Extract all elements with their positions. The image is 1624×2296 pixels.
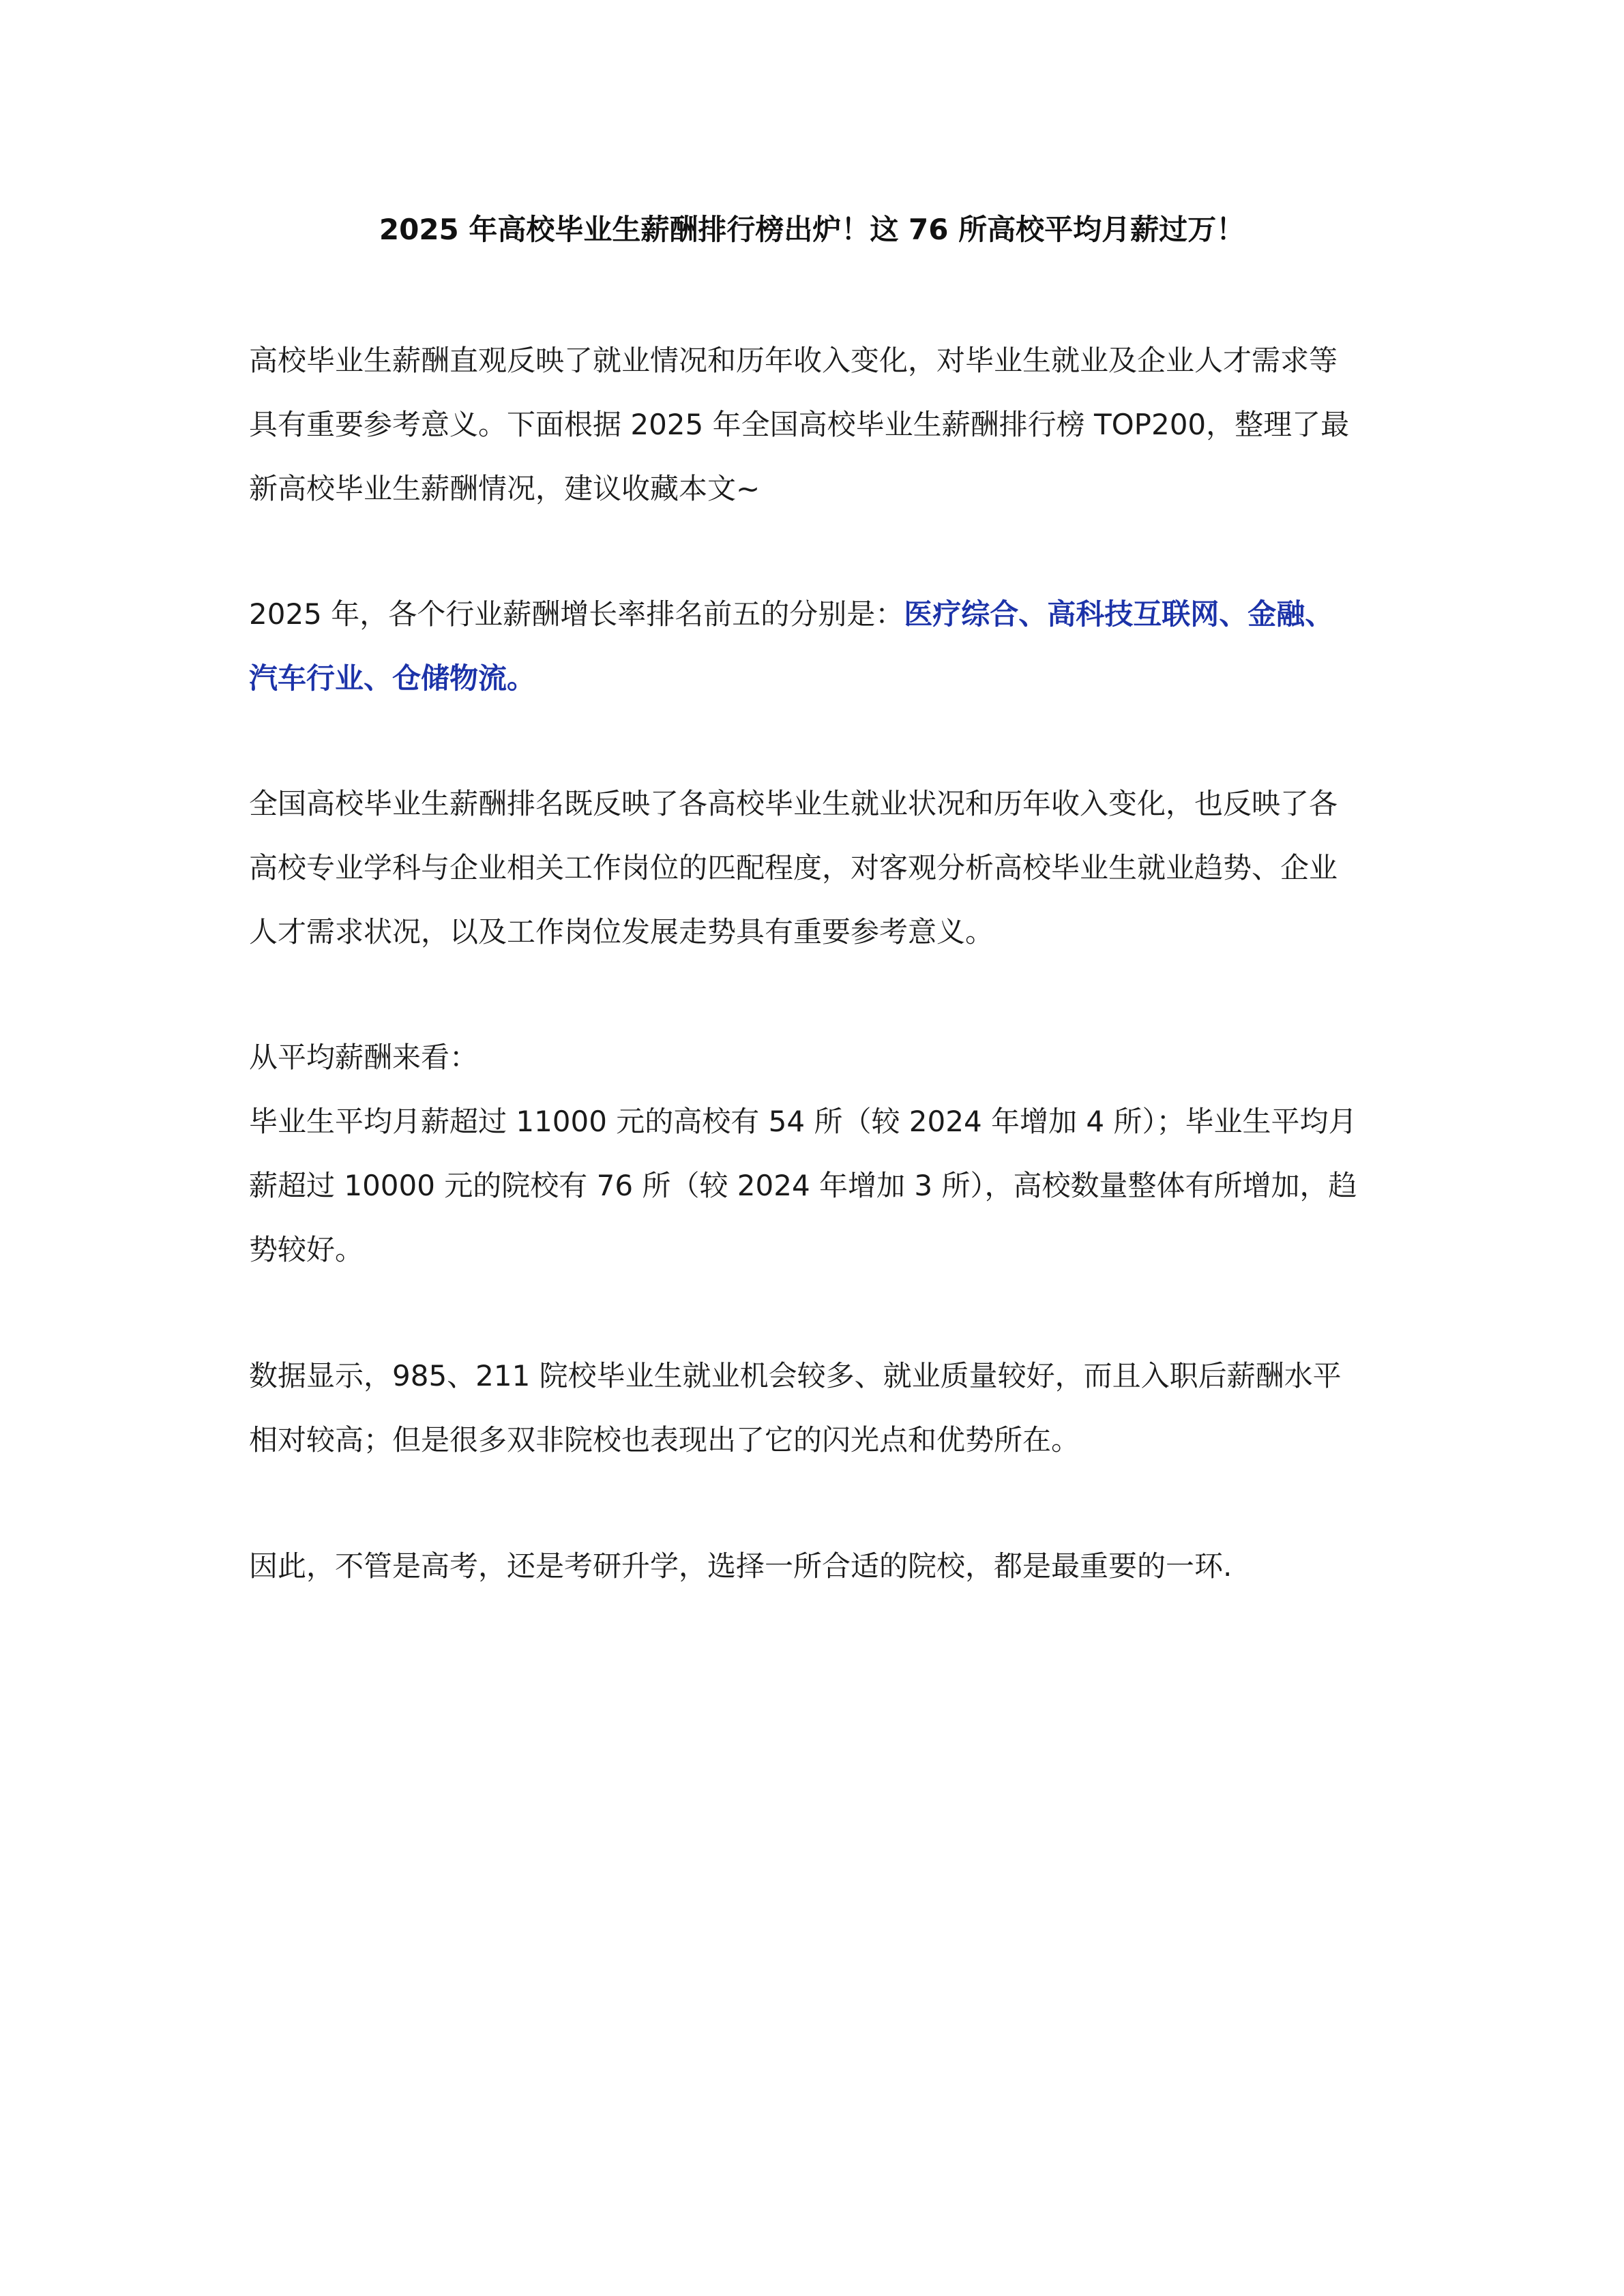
paragraph-line: 高校专业学科与企业相关工作岗位的匹配程度，对客观分析高校毕业生就业趋势、企业 <box>249 851 1338 884</box>
document-title: 2025 年高校毕业生薪酬排行榜出炉！这 76 所高校平均月薪过万！ <box>379 213 1245 246</box>
paragraph-line: 高校毕业生薪酬直观反映了就业情况和历年收入变化，对毕业生就业及企业人才需求等 <box>249 344 1338 377</box>
industries-highlight: 医疗综合、高科技互联网、金融、 <box>904 597 1334 631</box>
paragraph-line: 势较好。 <box>249 1233 364 1266</box>
paragraph-line: 毕业生平均月薪超过 11000 元的高校有 54 所（较 2024 年增加 4 所）；毕业生平均月 <box>249 1105 1357 1138</box>
paragraph-line: 人才需求状况，以及工作岗位发展走势具有重要参考意义。 <box>249 915 994 949</box>
paragraph-line: 因此，不管是高考，还是考研升学，选择一所合适的院校，都是最重要的一环. <box>249 1549 1232 1583</box>
paragraph-line: 具有重要参考意义。下面根据 2025 年全国高校毕业生薪酬排行榜 TOP200，整理了最 <box>249 408 1350 441</box>
paragraph-line <box>249 582 1402 646</box>
industries-highlight: 汽车行业、仓储物流。 <box>249 661 536 695</box>
paragraph-line: 新高校毕业生薪酬情况，建议收藏本文~ <box>249 472 761 505</box>
paragraph-conclusion <box>249 1534 1402 1598</box>
paragraph-industries <box>249 582 1402 711</box>
paragraph-line: 薪超过 10000 元的院校有 76 所（较 2024 年增加 3 所），高校数量整体有所增加，趋 <box>249 1169 1357 1202</box>
paragraph-line: 数据显示，985、211 院校毕业生就业机会较多、就业质量较好，而且入职后薪酬水平 <box>249 1359 1342 1392</box>
paragraph-line: 从平均薪酬来看： <box>249 1041 479 1074</box>
paragraph-line: 相对较高；但是很多双非院校也表现出了它的闪光点和优势所在。 <box>249 1423 1080 1457</box>
industries-intro-text: 2025 年，各个行业薪酬增长率排名前五的分别是： <box>249 597 904 631</box>
paragraph-average-salary <box>249 1026 1402 1282</box>
paragraph-intro <box>249 329 1402 521</box>
paragraph-data-shows <box>249 1344 1402 1472</box>
paragraph-line: 全国高校毕业生薪酬排名既反映了各高校毕业生就业状况和历年收入变化，也反映了各 <box>249 787 1338 820</box>
paragraph-ranking-significance <box>249 772 1402 964</box>
